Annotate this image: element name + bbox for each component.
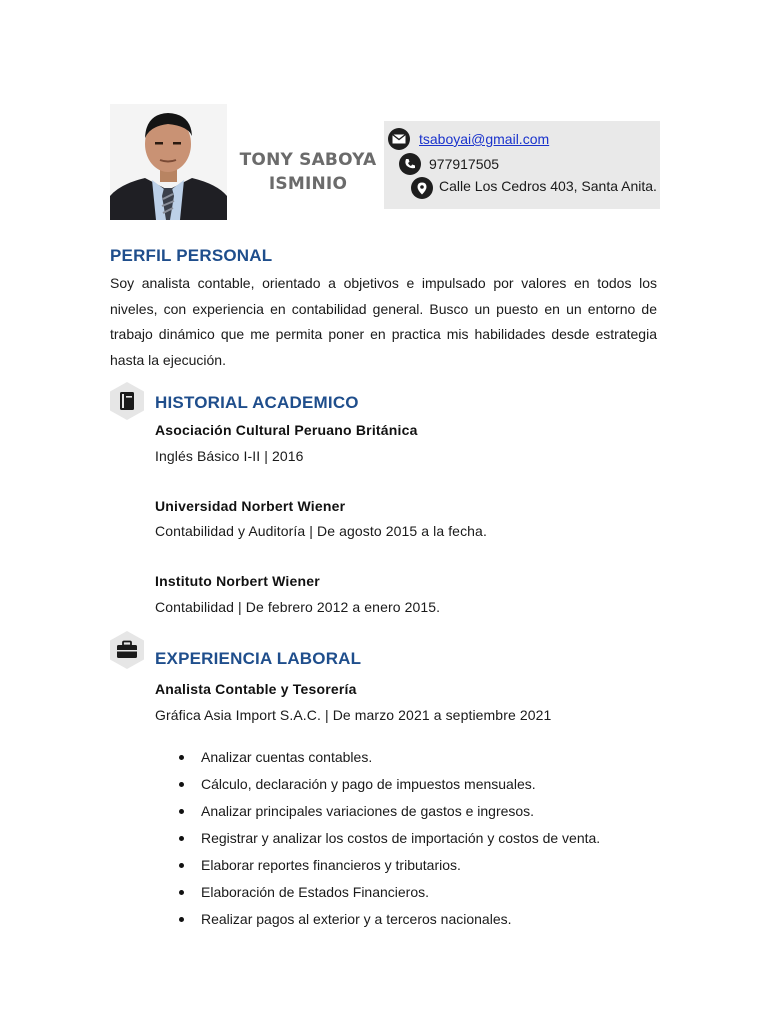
list-item: Realizar pagos al exterior y a terceros nacionales.	[155, 906, 600, 933]
academic-detail: Inglés Básico I-II | 2016	[155, 448, 304, 464]
contact-address: Calle Los Cedros 403, Santa Anita.	[439, 178, 657, 194]
email-link[interactable]: tsaboyai@gmail.com	[419, 131, 550, 147]
academic-institution: Universidad Norbert Wiener	[155, 498, 346, 514]
list-item: Analizar principales variaciones de gastos e ingresos.	[155, 798, 600, 825]
envelope-icon	[388, 128, 410, 150]
experiencia-title: EXPERIENCIA LABORAL	[155, 649, 362, 668]
perfil-title: PERFIL PERSONAL	[110, 246, 273, 265]
academic-detail: Contabilidad y Auditoría | De agosto 2015 a la fecha.	[155, 523, 487, 539]
job-company: Gráfica Asia Import S.A.C. | De marzo 2021 a septiembre 2021	[155, 707, 552, 723]
profile-photo	[110, 104, 227, 220]
perfil-text: Soy analista contable, orientado a objetivos e impulsado por valores en todos los niveles, con experiencia en contabilidad general. Busco un puesto en un entorno de trabajo dinámico que me permita poner en practica mis habilidades desde estrategia hasta la ejecución.	[110, 275, 657, 368]
candidate-name	[232, 148, 384, 196]
contact-email[interactable]	[419, 131, 549, 147]
location-pin-icon	[411, 177, 433, 199]
job-tasks-list	[155, 744, 600, 933]
list-item: Registrar y analizar los costos de importación y costos de venta.	[155, 825, 600, 852]
list-item: Elaborar reportes financieros y tributarios.	[155, 852, 600, 879]
academic-institution: Asociación Cultural Peruano Británica	[155, 422, 418, 438]
academic-institution: Instituto Norbert Wiener	[155, 573, 320, 589]
job-role: Analista Contable y Tesorería	[155, 681, 357, 697]
contact-phone: 977917505	[429, 156, 500, 172]
academico-title: HISTORIAL ACADEMICO	[155, 393, 359, 412]
list-item: Cálculo, declaración y pago de impuestos mensuales.	[155, 771, 600, 798]
phone-icon	[399, 153, 421, 175]
name-line-2: ISMINIO	[268, 174, 348, 194]
list-item: Elaboración de Estados Financieros.	[155, 879, 600, 906]
list-item: Analizar cuentas contables.	[155, 744, 600, 771]
briefcase-icon	[107, 630, 147, 670]
book-icon	[107, 381, 147, 421]
name-line-1: TONY SABOYA	[239, 150, 377, 170]
academic-detail: Contabilidad | De febrero 2012 a enero 2015.	[155, 599, 441, 615]
